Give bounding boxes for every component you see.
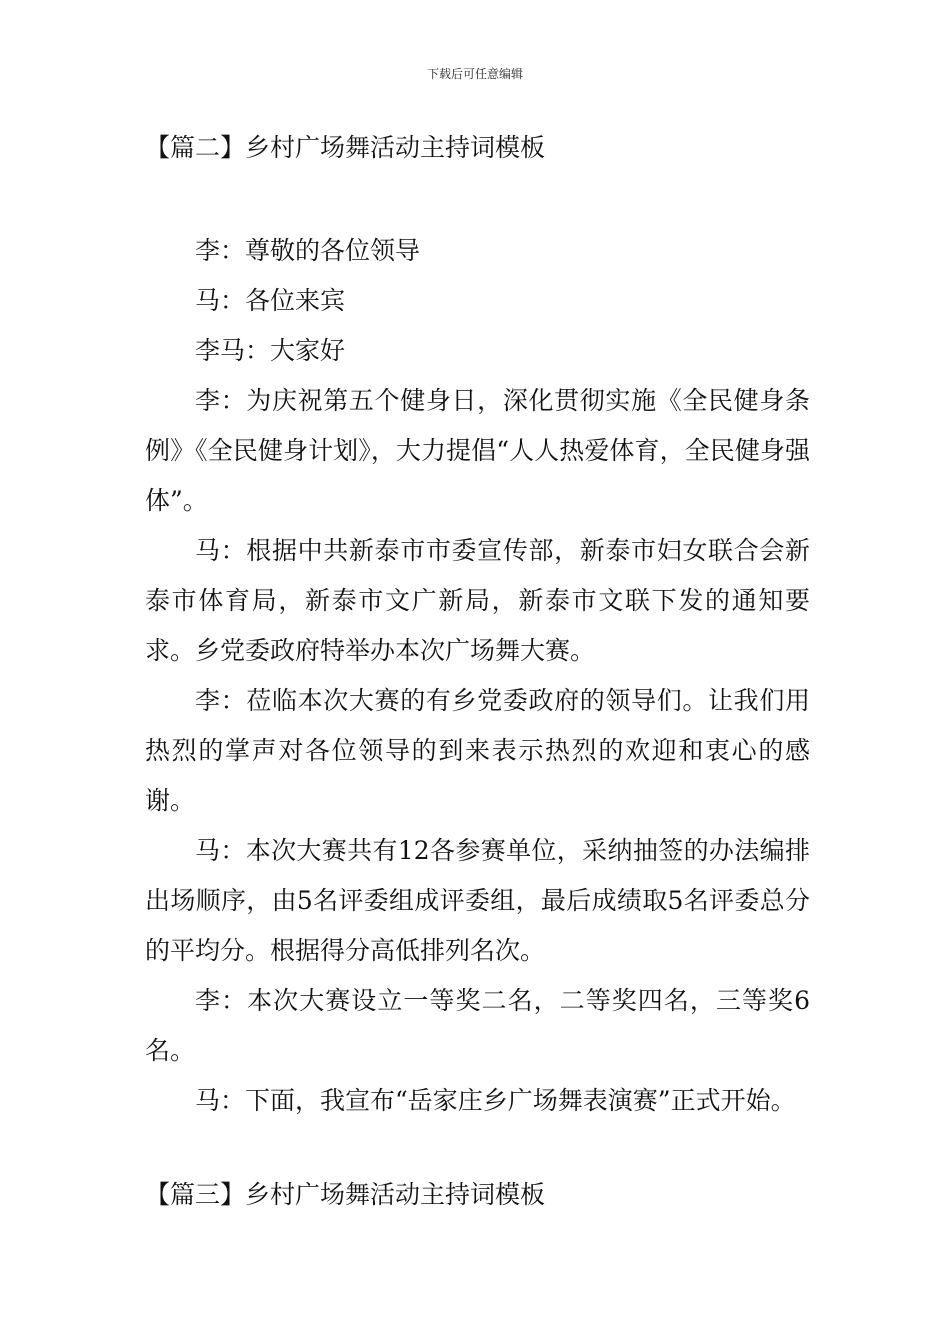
dialogue-line: 李：本次大赛设立一等奖二名，二等奖四名，三等奖6名。 [145,986,810,1065]
dialogue-line: 李马：大家好 [195,336,346,365]
dialogue-line: 李：尊敬的各位领导 [195,236,421,265]
dialogue-line: 李：莅临本次大赛的有乡党委政府的领导们。让我们用热烈的掌声对各位领导的到来表示热烈的欢迎和衷心的感谢。 [145,686,810,815]
dialogue-line: 李：为庆祝第五个健身日，深化贯彻实施《全民健身条例》《全民健身计划》，大力提倡“人人热爱体育，全民健身强体”。 [145,386,810,515]
dialogue-line: 马：根据中共新泰市市委宣传部，新泰市妇女联合会新泰市体育局，新泰市文广新局，新泰市文联下发的通知要求。乡党委政府特举办本次广场舞大赛。 [145,536,810,665]
dialogue-line: 马：各位来宾 [195,286,346,315]
section-heading-part-three: 【篇三】乡村广场舞活动主持词模板 [145,1180,546,1209]
dialogue-line: 马：下面，我宣布“岳家庄乡广场舞表演赛”正式开始。 [195,1086,796,1115]
section-heading-part-two: 【篇二】乡村广场舞活动主持词模板 [145,133,546,162]
script-body [145,226,810,1126]
dialogue-line: 马：本次大赛共有12各参赛单位，采纳抽签的办法编排出场顺序，由5名评委组成评委组，最后成绩取5名评委总分的平均分。根据得分高低排列名次。 [145,836,810,965]
page-header: 下载后可任意编辑 [426,67,523,81]
